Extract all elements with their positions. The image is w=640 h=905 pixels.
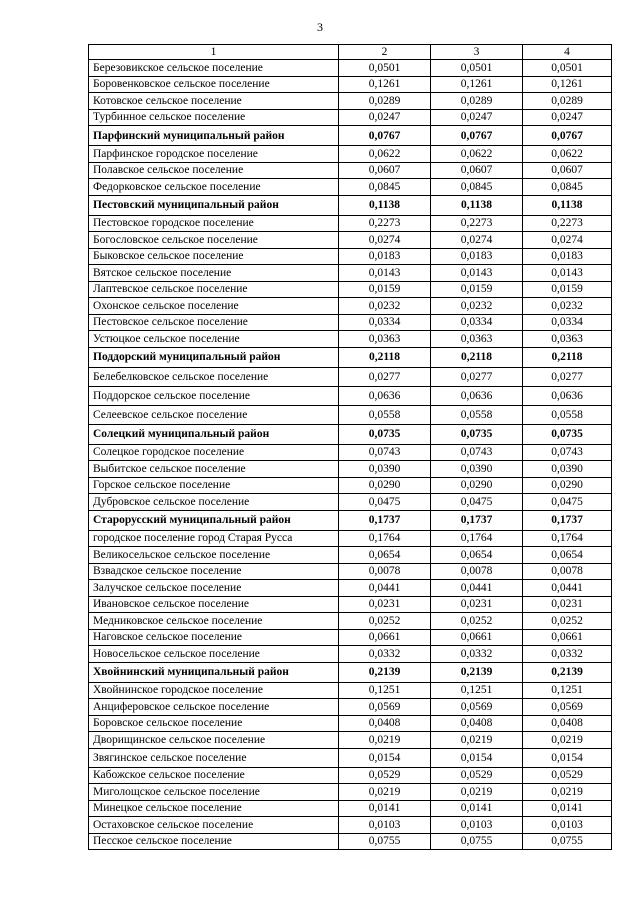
value-col-2-cell: 0,0654 [339, 547, 431, 564]
value-col-4-cell: 0,0743 [523, 444, 612, 461]
value-col-4-cell: 0,0159 [523, 281, 612, 298]
settlement-name-cell: городское поселение город Старая Русса [89, 530, 339, 547]
settlement-name-cell: Боровенковское сельское поселение [89, 76, 339, 93]
settlement-name-cell: Солецкий муниципальный район [89, 424, 339, 444]
table-row [89, 613, 612, 630]
settlement-name-cell: Богословское сельское поселение [89, 232, 339, 249]
value-col-4-cell: 0,0154 [523, 748, 612, 767]
settlement-name-cell: Турбинное сельское поселение [89, 109, 339, 126]
value-col-3-cell: 0,1737 [431, 510, 523, 530]
value-col-4-cell: 0,0845 [523, 179, 612, 196]
value-col-4-cell: 0,1251 [523, 682, 612, 699]
value-col-2-cell: 0,0159 [339, 281, 431, 298]
value-col-3-cell: 0,0408 [431, 715, 523, 732]
settlement-name-cell: Устюцкое сельское поселение [89, 331, 339, 348]
value-col-4-cell: 0,0247 [523, 109, 612, 126]
value-col-4-cell: 0,0103 [523, 817, 612, 834]
value-col-2-cell: 0,0558 [339, 405, 431, 424]
table-row [89, 162, 612, 179]
value-col-4-cell: 0,0183 [523, 248, 612, 265]
settlement-name-cell: Федорковское сельское поселение [89, 179, 339, 196]
value-col-3-cell: 0,0232 [431, 298, 523, 315]
settlement-name-cell: Остаховское сельское поселение [89, 817, 339, 834]
settlement-name-cell: Залучское сельское поселение [89, 580, 339, 597]
value-col-4-cell: 0,0290 [523, 477, 612, 494]
value-col-3-cell: 0,0159 [431, 281, 523, 298]
value-col-2-cell: 0,0332 [339, 646, 431, 663]
value-col-3-cell: 0,0274 [431, 232, 523, 249]
value-col-3-cell: 0,0183 [431, 248, 523, 265]
table-row [89, 461, 612, 478]
value-col-2-cell: 0,0290 [339, 477, 431, 494]
table-row [89, 60, 612, 77]
value-col-4-cell: 0,0441 [523, 580, 612, 597]
settlement-name-cell: Выбитское сельское поселение [89, 461, 339, 478]
table-row [89, 298, 612, 315]
value-col-4-cell: 0,0390 [523, 461, 612, 478]
settlement-name-cell: Медниковское сельское поселение [89, 613, 339, 630]
value-col-4-cell: 0,0332 [523, 646, 612, 663]
settlement-name-cell: Быковское сельское поселение [89, 248, 339, 265]
value-col-4-cell: 0,0529 [523, 767, 612, 784]
table-row [89, 646, 612, 663]
value-col-2-cell: 0,0219 [339, 732, 431, 749]
settlement-name-cell: Охонское сельское поселение [89, 298, 339, 315]
value-col-3-cell: 0,0332 [431, 646, 523, 663]
value-col-2-cell: 0,0289 [339, 93, 431, 110]
value-col-2-cell: 0,0078 [339, 563, 431, 580]
value-col-4-cell: 0,0231 [523, 596, 612, 613]
value-col-4-cell: 0,1737 [523, 510, 612, 530]
table-row [89, 146, 612, 163]
value-col-2-cell: 0,1138 [339, 195, 431, 215]
table-row [89, 386, 612, 405]
value-col-3-cell: 0,0441 [431, 580, 523, 597]
settlement-name-cell: Старорусский муниципальный район [89, 510, 339, 530]
value-col-4-cell: 0,0219 [523, 784, 612, 801]
value-col-2-cell: 0,0529 [339, 767, 431, 784]
settlement-name-cell: Ивановское сельское поселение [89, 596, 339, 613]
value-col-3-cell: 0,0231 [431, 596, 523, 613]
value-col-4-cell: 0,0274 [523, 232, 612, 249]
value-col-3-cell: 0,1138 [431, 195, 523, 215]
value-col-2-cell: 0,0154 [339, 748, 431, 767]
value-col-4-cell: 0,0607 [523, 162, 612, 179]
value-col-3-cell: 0,0334 [431, 314, 523, 331]
value-col-3-cell: 0,1251 [431, 682, 523, 699]
value-col-2-cell: 0,1737 [339, 510, 431, 530]
value-col-2-cell: 0,0183 [339, 248, 431, 265]
value-col-3-cell: 0,0743 [431, 444, 523, 461]
value-col-3-cell: 0,0755 [431, 833, 523, 850]
district-row [89, 195, 612, 215]
settlement-name-cell: Поддорский муниципальный район [89, 347, 339, 367]
table-row [89, 494, 612, 511]
value-col-4-cell: 0,0143 [523, 265, 612, 282]
value-col-3-cell: 0,0661 [431, 629, 523, 646]
value-col-3-cell: 0,0654 [431, 547, 523, 564]
value-col-2-cell: 0,0501 [339, 60, 431, 77]
settlement-name-cell: Миголощское сельское поселение [89, 784, 339, 801]
value-col-3-cell: 0,0078 [431, 563, 523, 580]
table-row [89, 331, 612, 348]
value-col-2-cell: 0,1251 [339, 682, 431, 699]
table-row [89, 314, 612, 331]
value-col-2-cell: 0,0755 [339, 833, 431, 850]
value-col-3-cell: 0,0607 [431, 162, 523, 179]
settlement-name-cell: Песское сельское поселение [89, 833, 339, 850]
settlement-name-cell: Лаптевское сельское поселение [89, 281, 339, 298]
table-row [89, 367, 612, 386]
table-row [89, 715, 612, 732]
value-col-3-cell: 0,1261 [431, 76, 523, 93]
value-col-3-cell: 0,0636 [431, 386, 523, 405]
table-row [89, 232, 612, 249]
table-row [89, 563, 612, 580]
value-col-4-cell: 0,2139 [523, 662, 612, 682]
table-row [89, 629, 612, 646]
settlement-name-cell: Парфинское городское поселение [89, 146, 339, 163]
value-col-3-cell: 0,0569 [431, 699, 523, 716]
settlement-name-cell: Анциферовское сельское поселение [89, 699, 339, 716]
value-col-4-cell: 0,0501 [523, 60, 612, 77]
value-col-3-cell: 0,0219 [431, 732, 523, 749]
settlement-name-cell: Солецкое городское поселение [89, 444, 339, 461]
value-col-3-cell: 0,0290 [431, 477, 523, 494]
table-row [89, 179, 612, 196]
value-col-4-cell: 0,0767 [523, 126, 612, 146]
value-col-3-cell: 0,2139 [431, 662, 523, 682]
value-col-4-cell: 0,1261 [523, 76, 612, 93]
settlement-name-cell: Вятское сельское поселение [89, 265, 339, 282]
settlement-name-cell: Пестовское городское поселение [89, 215, 339, 232]
value-col-2-cell: 0,0441 [339, 580, 431, 597]
value-col-4-cell: 0,2273 [523, 215, 612, 232]
value-col-4-cell: 0,0661 [523, 629, 612, 646]
value-col-2-cell: 0,0231 [339, 596, 431, 613]
value-col-2-cell: 0,0569 [339, 699, 431, 716]
value-col-2-cell: 0,1764 [339, 530, 431, 547]
table-row [89, 248, 612, 265]
settlement-name-cell: Березовикское сельское поселение [89, 60, 339, 77]
value-col-2-cell: 0,0735 [339, 424, 431, 444]
value-col-2-cell: 0,0232 [339, 298, 431, 315]
value-col-4-cell: 0,0141 [523, 800, 612, 817]
value-col-4-cell: 0,0219 [523, 732, 612, 749]
value-col-2-cell: 0,0247 [339, 109, 431, 126]
table-row [89, 477, 612, 494]
value-col-2-cell: 0,0408 [339, 715, 431, 732]
value-col-4-cell: 0,0735 [523, 424, 612, 444]
value-col-2-cell: 0,0363 [339, 331, 431, 348]
value-col-4-cell: 0,1764 [523, 530, 612, 547]
table-row [89, 817, 612, 834]
value-col-2-cell: 0,2139 [339, 662, 431, 682]
value-col-4-cell: 0,0078 [523, 563, 612, 580]
settlement-name-cell: Звягинское сельское поселение [89, 748, 339, 767]
settlement-name-cell: Белебелковское сельское поселение [89, 367, 339, 386]
value-col-4-cell: 0,1138 [523, 195, 612, 215]
settlement-name-cell: Великосельское сельское поселение [89, 547, 339, 564]
settlement-name-cell: Полавское сельское поселение [89, 162, 339, 179]
value-col-4-cell: 0,0636 [523, 386, 612, 405]
district-row [89, 662, 612, 682]
settlement-name-cell: Новосельское сельское поселение [89, 646, 339, 663]
value-col-4-cell: 0,0569 [523, 699, 612, 716]
settlement-name-cell: Минецкое сельское поселение [89, 800, 339, 817]
value-col-3-cell: 0,0219 [431, 784, 523, 801]
table-row [89, 530, 612, 547]
settlement-name-cell: Дубровское сельское поселение [89, 494, 339, 511]
settlement-name-cell: Дворищинское сельское поселение [89, 732, 339, 749]
value-col-4-cell: 0,0654 [523, 547, 612, 564]
value-col-2-cell: 0,1261 [339, 76, 431, 93]
value-col-2-cell: 0,0661 [339, 629, 431, 646]
value-col-3-cell: 0,0529 [431, 767, 523, 784]
value-col-3-cell: 0,1764 [431, 530, 523, 547]
value-col-2-cell: 0,0277 [339, 367, 431, 386]
district-row [89, 126, 612, 146]
settlement-name-cell: Наговское сельское поселение [89, 629, 339, 646]
table-row [89, 93, 612, 110]
header-col-2: 2 [339, 45, 431, 60]
value-col-4-cell: 0,0232 [523, 298, 612, 315]
value-col-4-cell: 0,2118 [523, 347, 612, 367]
settlement-name-cell: Кабожское сельское поселение [89, 767, 339, 784]
settlement-name-cell: Пестовское сельское поселение [89, 314, 339, 331]
value-col-3-cell: 0,0845 [431, 179, 523, 196]
table-header-row [89, 45, 612, 60]
value-col-3-cell: 0,0252 [431, 613, 523, 630]
value-col-3-cell: 0,0289 [431, 93, 523, 110]
value-col-3-cell: 0,2118 [431, 347, 523, 367]
value-col-3-cell: 0,0390 [431, 461, 523, 478]
settlement-name-cell: Горское сельское поселение [89, 477, 339, 494]
table-row [89, 800, 612, 817]
table-row [89, 547, 612, 564]
value-col-2-cell: 0,0390 [339, 461, 431, 478]
value-col-3-cell: 0,0141 [431, 800, 523, 817]
value-col-2-cell: 0,0141 [339, 800, 431, 817]
value-col-2-cell: 0,0743 [339, 444, 431, 461]
value-col-3-cell: 0,0622 [431, 146, 523, 163]
value-col-2-cell: 0,0636 [339, 386, 431, 405]
table-row [89, 405, 612, 424]
table-row [89, 596, 612, 613]
value-col-3-cell: 0,0475 [431, 494, 523, 511]
page-number: 3 [317, 20, 323, 34]
table-row [89, 699, 612, 716]
value-col-2-cell: 0,2118 [339, 347, 431, 367]
value-col-3-cell: 0,0154 [431, 748, 523, 767]
value-col-4-cell: 0,0289 [523, 93, 612, 110]
value-col-4-cell: 0,0755 [523, 833, 612, 850]
value-col-4-cell: 0,0363 [523, 331, 612, 348]
settlement-name-cell: Котовское сельское поселение [89, 93, 339, 110]
value-col-4-cell: 0,0277 [523, 367, 612, 386]
value-col-2-cell: 0,0845 [339, 179, 431, 196]
table-row [89, 444, 612, 461]
settlement-name-cell: Боровское сельское поселение [89, 715, 339, 732]
settlement-name-cell: Хвойнинское городское поселение [89, 682, 339, 699]
value-col-4-cell: 0,0475 [523, 494, 612, 511]
value-col-3-cell: 0,0277 [431, 367, 523, 386]
settlement-name-cell: Поддорское сельское поселение [89, 386, 339, 405]
header-col-1: 1 [89, 45, 339, 60]
district-row [89, 424, 612, 444]
value-col-3-cell: 0,0767 [431, 126, 523, 146]
value-col-2-cell: 0,0219 [339, 784, 431, 801]
header-col-4: 4 [523, 45, 612, 60]
table-row [89, 265, 612, 282]
value-col-2-cell: 0,2273 [339, 215, 431, 232]
value-col-4-cell: 0,0252 [523, 613, 612, 630]
settlement-name-cell: Хвойнинский муниципальный район [89, 662, 339, 682]
settlement-name-cell: Парфинский муниципальный район [89, 126, 339, 146]
value-col-2-cell: 0,0622 [339, 146, 431, 163]
value-col-3-cell: 0,0103 [431, 817, 523, 834]
value-col-2-cell: 0,0767 [339, 126, 431, 146]
value-col-2-cell: 0,0274 [339, 232, 431, 249]
value-col-3-cell: 0,0558 [431, 405, 523, 424]
value-col-2-cell: 0,0475 [339, 494, 431, 511]
value-col-3-cell: 0,0501 [431, 60, 523, 77]
value-col-3-cell: 0,0143 [431, 265, 523, 282]
table-body [89, 45, 612, 850]
coefficients-table [88, 44, 612, 850]
district-row [89, 347, 612, 367]
header-col-3: 3 [431, 45, 523, 60]
table-row [89, 732, 612, 749]
settlement-name-cell: Селеевское сельское поселение [89, 405, 339, 424]
value-col-2-cell: 0,0103 [339, 817, 431, 834]
table-row [89, 109, 612, 126]
district-row [89, 510, 612, 530]
table-row [89, 215, 612, 232]
settlement-name-cell: Пестовский муниципальный район [89, 195, 339, 215]
value-col-3-cell: 0,2273 [431, 215, 523, 232]
value-col-2-cell: 0,0607 [339, 162, 431, 179]
table-row [89, 682, 612, 699]
table-row [89, 833, 612, 850]
value-col-3-cell: 0,0735 [431, 424, 523, 444]
value-col-3-cell: 0,0363 [431, 331, 523, 348]
table-row [89, 580, 612, 597]
value-col-2-cell: 0,0143 [339, 265, 431, 282]
table-row [89, 767, 612, 784]
settlement-name-cell: Взвадское сельское поселение [89, 563, 339, 580]
table-row [89, 76, 612, 93]
table-row [89, 784, 612, 801]
value-col-4-cell: 0,0408 [523, 715, 612, 732]
value-col-2-cell: 0,0252 [339, 613, 431, 630]
table-row [89, 281, 612, 298]
table-row [89, 748, 612, 767]
value-col-3-cell: 0,0247 [431, 109, 523, 126]
value-col-4-cell: 0,0334 [523, 314, 612, 331]
value-col-2-cell: 0,0334 [339, 314, 431, 331]
value-col-4-cell: 0,0622 [523, 146, 612, 163]
value-col-4-cell: 0,0558 [523, 405, 612, 424]
